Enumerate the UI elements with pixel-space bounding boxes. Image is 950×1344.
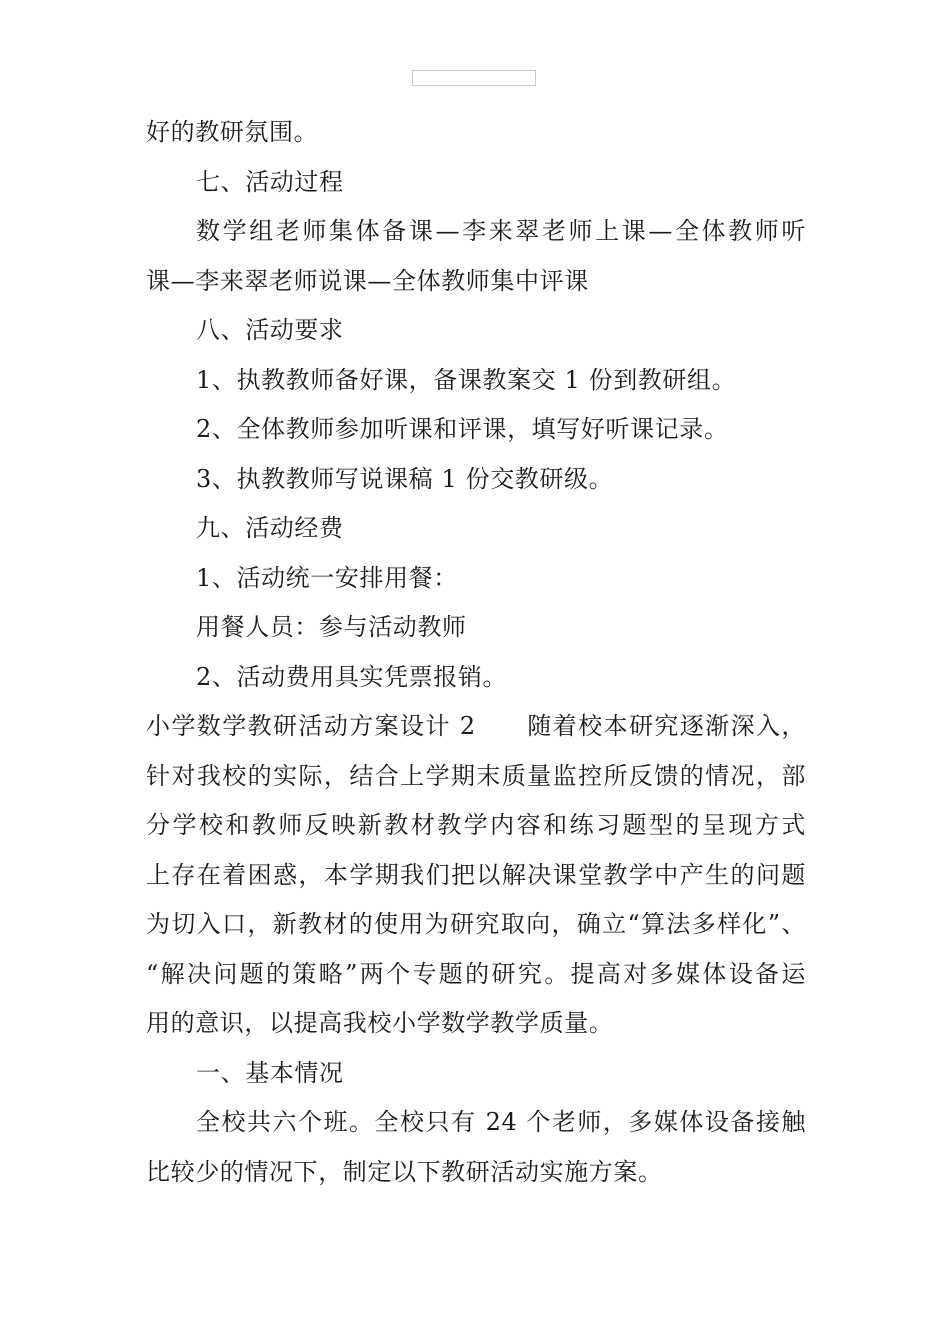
text-line: 为切入口，新教材的使用为研究取向，确立“算法多样化”、 bbox=[146, 910, 806, 938]
section-heading-basic-info: 一、基本情况 bbox=[196, 1058, 344, 1087]
document-body bbox=[146, 108, 806, 1197]
text-line: 好的教研氛围。 bbox=[146, 118, 319, 146]
list-item: 1、执教教师备好课，备课教案交 1 份到教研组。 bbox=[196, 365, 737, 394]
text-line: 比较少的情况下，制定以下教研活动实施方案。 bbox=[146, 1157, 663, 1186]
text-line: 针对我校的实际，结合上学期末质量监控所反馈的情况，部 bbox=[146, 761, 806, 790]
section-heading-funding: 九、活动经费 bbox=[196, 514, 344, 542]
text-line: 全校共六个班。全校只有 24 个老师，多媒体设备接触 bbox=[196, 1108, 806, 1136]
list-item: 1、活动统一安排用餐： bbox=[196, 563, 458, 592]
list-item: 3、执教教师写说课稿 1 份交教研级。 bbox=[196, 464, 614, 493]
section-heading-process: 七、活动过程 bbox=[196, 167, 344, 196]
text-line: 上存在着困惑，本学期我们把以解决课堂教学中产生的问题 bbox=[146, 860, 806, 889]
text-line: 课—李来翠老师说课—全体教师集中评课 bbox=[146, 266, 589, 295]
page-header-box bbox=[412, 70, 536, 86]
text-line: 数学组老师集体备课—李来翠老师上课—全体教师听 bbox=[196, 217, 806, 245]
document-title-line: 小学数学教研活动方案设计 2 随着校本研究逐渐深入， bbox=[146, 712, 806, 740]
text-line: 用餐人员：参与活动教师 bbox=[196, 613, 467, 641]
text-line: 用的意识，以提高我校小学数学教学质量。 bbox=[146, 1009, 614, 1037]
list-item: 2、活动费用具实凭票报销。 bbox=[196, 662, 508, 691]
section-heading-requirements: 八、活动要求 bbox=[196, 316, 344, 344]
list-item: 2、全体教师参加听课和评课，填写好听课记录。 bbox=[196, 415, 729, 443]
text-line: 分学校和教师反映新教材教学内容和练习题型的呈现方式 bbox=[146, 811, 806, 839]
text-line: “解决问题的策略”两个专题的研究。提高对多媒体设备运 bbox=[146, 959, 806, 988]
